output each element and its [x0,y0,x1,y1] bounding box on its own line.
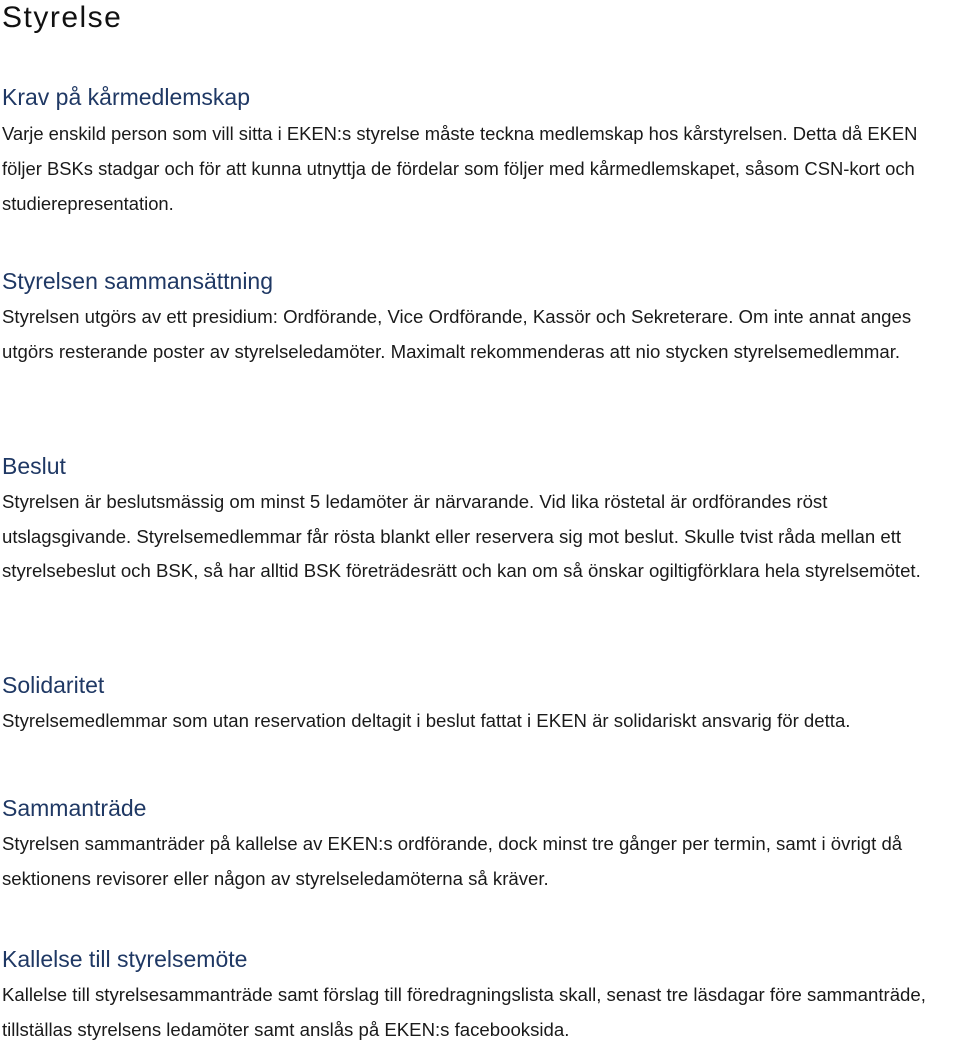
section-heading: Krav på kårmedlemskap [2,84,250,110]
section-body: Styrelsen sammanträder på kallelse av EKEN:s ordförande, dock minst tre gånger per termin, samt i övrigt då sektionens revisorer eller någon av styrelseledamöterna så kräver. [2,833,903,889]
section-meeting-notice [2,944,958,1047]
section-body: Styrelsemedlemmar som utan reservation deltagit i beslut fattat i EKEN är solidariskt ansvarig för detta. [2,710,851,731]
section-solidarity [2,670,958,739]
section-heading: Beslut [2,453,66,479]
section-heading: Kallelse till styrelsemöte [2,946,248,972]
section-body: Styrelsen är beslutsmässig om minst 5 ledamöter är närvarande. Vid lika röstetal är ordförandes röst utslagsgivande. Styrelsemedlemmar får rösta blankt eller reservera sig mot beslut. Skulle tvist råda mellan ett styrelsebeslut och BSK, så har alltid BSK företrädesrätt och kan om så önskar ogiltigförklara hela styrelsemötet. [2,491,921,581]
section-body: Styrelsen utgörs av ett presidium: Ordförande, Vice Ordförande, Kassör och Sekreterare. Om inte annat anges utgörs resterande poster av styrelseledamöter. Maximalt rekommenderas att nio stycken styrelsemedlemmar. [2,306,912,362]
section-heading: Solidaritet [2,672,105,698]
section-heading: Styrelsen sammansättning [2,268,274,294]
section-body: Kallelse till styrelsesammanträde samt förslag till föredragningslista skall, senast tre läsdagar före sammanträde, tillställas styrelsens ledamöter samt anslås på EKEN:s facebooksida. [2,984,926,1040]
section-board-composition [2,266,958,369]
section-decisions [2,451,958,589]
section-meetings [2,793,958,896]
section-membership-requirement [2,82,958,221]
section-body: Varje enskild person som vill sitta i EKEN:s styrelse måste teckna medlemskap hos kårstyrelsen. Detta då EKEN följer BSKs stadgar och för att kunna utnyttja de fördelar som följer med kårmedlemskapet, såsom CSN-kort och studierepresentation. [2,123,918,214]
page-title: Styrelse [2,1,123,34]
section-heading: Sammanträde [2,795,147,821]
